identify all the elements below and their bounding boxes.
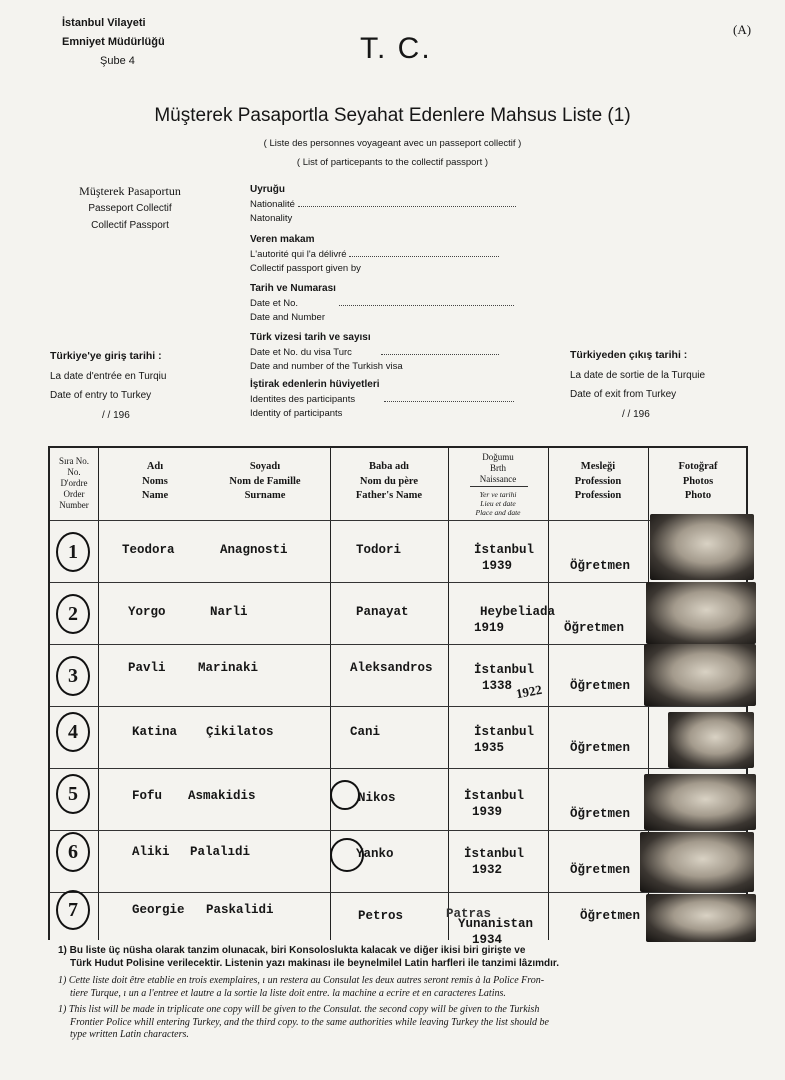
cell-father: Cani (350, 725, 381, 739)
entry-label-tr: Türkiye'ye giriş tarihi : (50, 350, 162, 362)
row-number-circle: 6 (56, 832, 90, 872)
footnote-text: tiere Turque, ı un a l'entree et lautre a la sortie la liste doit entre. la machine a ecrire et en caracteres Latins. (70, 987, 506, 999)
footnote-turkish (58, 945, 748, 970)
office-line-2: Emniyet Müdürlüğü (62, 36, 165, 48)
tc-heading: T. C. (360, 32, 432, 65)
office-line-3: Şube 4 (100, 55, 135, 67)
handwritten-year-note: 1922 (514, 681, 544, 702)
exit-label-tr: Türkiyeden çıkış tarihi : (570, 349, 688, 361)
fill-line (339, 305, 514, 306)
col-header-line: Profession (574, 475, 622, 487)
header-divider (50, 520, 746, 521)
cell-birth-place: İstanbul (474, 663, 535, 677)
cell-profession: Öğretmen (570, 863, 631, 877)
row-divider (50, 830, 746, 831)
footnote-text: Frontier Police whill entering Turkey, and the third copy. to the same authorities while leaving Turkey the list should be (70, 1016, 549, 1028)
cell-surname: Asmakidis (188, 789, 256, 803)
fill-line (349, 256, 499, 257)
col-header-photo (648, 460, 748, 504)
cell-birth-place: Heybeliada (480, 605, 556, 619)
exit-label-en: Date of exit from Turkey (570, 389, 677, 400)
cell-birth-year: 1338 (482, 679, 513, 693)
col-header-line: D'ordre (60, 478, 88, 488)
cell-birth-year: 1934 (472, 933, 503, 947)
field-turkish-visa (250, 331, 499, 375)
field-label-en: Collectif passport given by (250, 263, 361, 274)
footnote-line (58, 988, 748, 1001)
participant-photo (640, 832, 754, 892)
col-header-line: Yer ve tarihi (479, 490, 517, 499)
cell-name: Teodora (122, 543, 175, 557)
form-subtitle-french: ( Liste des personnes voyageant avec un passeport collectif ) (263, 138, 522, 149)
footnote-line (58, 1029, 748, 1042)
col-header-line: Lieu et date (480, 499, 516, 508)
field-label-en: Natonality (250, 213, 293, 224)
col-header-line: Place and date (475, 508, 521, 517)
col-header-birth-sub (448, 490, 548, 517)
column-divider (448, 448, 449, 940)
cell-surname: Marinaki (198, 661, 259, 675)
field-date-number (250, 282, 514, 326)
cell-father: Yanko (356, 847, 394, 861)
col-header-line: Adı (146, 461, 164, 472)
field-label-fr: Nationalité (250, 198, 295, 210)
cell-birth-place-overtyped: Patras (446, 907, 492, 921)
passport-label-tr: Müşterek Pasaportun (79, 184, 181, 198)
col-header-birth (448, 452, 548, 485)
cell-father: Nikos (358, 791, 396, 805)
cell-father: Petros (358, 909, 404, 923)
field-label-fr: Date et No. du visa Turc (250, 346, 352, 358)
field-label-fr: Date et No. (250, 297, 299, 309)
field-label-fr: L'autorité qui l'a délivré (250, 248, 347, 260)
cell-profession: Öğretmen (570, 559, 631, 573)
cell-birth-place: İstanbul (464, 789, 525, 803)
field-label-tr: Tarih ve Numarası (250, 283, 336, 294)
participant-photo (646, 894, 756, 942)
row-number-circle: 7 (56, 890, 90, 930)
cell-father: Aleksandros (350, 661, 433, 675)
annex-mark: (A) (733, 22, 752, 37)
cell-surname: Çikilatos (206, 725, 274, 739)
participant-photo (668, 712, 754, 768)
col-header-line: No. (67, 467, 81, 477)
col-header-line: Sıra No. (59, 456, 89, 466)
cell-birth-year: 1939 (482, 559, 513, 573)
cell-father: Todori (356, 543, 402, 557)
col-header-line: Name (141, 490, 169, 501)
exit-date-block (570, 346, 705, 424)
footnote-french (58, 975, 748, 1000)
participant-photo (644, 774, 756, 830)
col-header-line: Order (63, 489, 85, 499)
footnote-text: 1) Cette liste doit être etablie en trois exemplaires, ı un restera au Consulat les deux autres seront remis à la Police Fron- (58, 975, 545, 986)
form-title: Müşterek Pasaportla Seyahat Edenlere Mahsus Liste (1) (154, 105, 631, 126)
field-label-tr: Türk vizesi tarih ve sayısı (250, 332, 371, 343)
cell-birth-place: İstanbul (464, 847, 525, 861)
footnote-line: 1) Bu liste üç nüsha olarak tanzim olunacak, biri Konsoloslukta kalacak ve diğer ikisi biri girişte ve (58, 945, 526, 956)
cell-birth-place: İstanbul (474, 543, 535, 557)
entry-label-en: Date of entry to Turkey (50, 390, 152, 401)
cell-birth-year: 1932 (472, 863, 503, 877)
entry-label-fr: La date d'entrée en Turqiu (50, 370, 167, 382)
footnote-line (58, 1004, 748, 1017)
cell-surname: Paskalidi (206, 903, 274, 917)
col-header-line: Nom du père (359, 475, 419, 487)
col-header-line: Soyadı (249, 461, 281, 472)
fill-line (384, 401, 514, 402)
field-participant-identities (250, 378, 514, 422)
exit-date: / / 196 (622, 408, 650, 420)
col-header-line: Photo (684, 490, 712, 501)
footnote-text: 1) This list will be made in triplicate one copy will be given to the Consulat. the second copy will be given to the Turkish (58, 1004, 540, 1015)
fill-line (381, 354, 499, 355)
checkmark-circle (330, 780, 360, 810)
col-header-line: Fotoğraf (678, 461, 718, 472)
col-header-number (50, 456, 98, 511)
form-subtitle-english: ( List of particepants to the collectif passport ) (296, 157, 489, 168)
cell-profession: Öğretmen (564, 621, 625, 635)
passport-label-en: Collectif Passport (91, 220, 169, 231)
col-header-name (110, 460, 200, 504)
cell-father: Panayat (356, 605, 409, 619)
participant-photo (646, 582, 756, 644)
field-label-tr: İştirak edenlerin hüviyetleri (250, 379, 380, 390)
field-label-tr: Veren makam (250, 234, 315, 245)
entry-date-block (50, 347, 166, 425)
column-divider (548, 448, 549, 940)
cell-profession: Öğretmen (580, 909, 641, 923)
col-header-line: Baba adı (369, 461, 409, 472)
field-label-en: Date and number of the Turkish visa (250, 361, 403, 372)
cell-name: Yorgo (128, 605, 166, 619)
fill-line (298, 206, 516, 207)
cell-surname: Anagnosti (220, 543, 288, 557)
row-divider (50, 582, 746, 583)
cell-name: Fofu (132, 789, 163, 803)
cell-surname: Palalıdi (190, 845, 251, 859)
col-header-line: Surname (244, 490, 286, 501)
cell-name: Georgie (132, 903, 185, 917)
col-header-line: Brth (489, 463, 506, 473)
footnote-line: Türk Hudut Polisine verilecektir. Listenin yazı makinası ile beynelmilel Latin harfleri ile tanzimi lâzımdır. (70, 957, 560, 969)
col-header-line: Noms (142, 475, 168, 487)
row-number-circle: 4 (56, 712, 90, 752)
row-number-circle: 2 (56, 594, 90, 634)
col-header-line: Father's Name (355, 490, 423, 501)
cell-name: Pavli (128, 661, 166, 675)
cell-profession: Öğretmen (570, 741, 631, 755)
row-divider (50, 892, 746, 893)
footnote-english (58, 1004, 748, 1042)
field-label-en: Date and Number (250, 312, 325, 323)
field-label-tr: Uyruğu (250, 184, 285, 195)
issuing-office (62, 14, 165, 71)
row-number-circle: 1 (56, 532, 90, 572)
collective-passport-label (40, 183, 220, 234)
passport-label-fr: Passeport Collectif (88, 203, 172, 214)
participants-table (48, 446, 748, 947)
footnote-line (58, 1017, 748, 1030)
field-label-en: Identity of participants (250, 408, 343, 419)
column-divider (330, 448, 331, 940)
birth-header-rule (470, 486, 528, 487)
col-header-line: Mesleği (580, 461, 616, 472)
cell-name: Aliki (132, 845, 170, 859)
cell-birth-year: 1935 (474, 741, 505, 755)
office-line-1: İstanbul Vilayeti (62, 17, 146, 29)
field-label-fr: Identites des participants (250, 393, 356, 405)
col-header-surname (200, 460, 330, 504)
row-divider (50, 644, 746, 645)
participant-photo (644, 644, 756, 706)
field-nationality (250, 183, 516, 227)
col-header-line: Photos (682, 475, 714, 487)
row-divider (50, 706, 746, 707)
cell-birth-year: 1939 (472, 805, 503, 819)
footnote-line (58, 975, 748, 988)
col-header-father (330, 460, 448, 504)
col-header-profession (548, 460, 648, 504)
exit-label-fr: La date de sortie de la Turquie (570, 369, 706, 381)
cell-name: Katina (132, 725, 178, 739)
cell-profession: Öğretmen (570, 679, 631, 693)
col-header-line: Nom de Famille (229, 475, 301, 487)
field-issuing-authority (250, 233, 499, 277)
cell-birth-year: 1919 (474, 621, 505, 635)
footnote-text: type written Latin characters. (70, 1029, 189, 1040)
row-number-circle: 3 (56, 656, 90, 696)
cell-surname: Narli (210, 605, 248, 619)
row-number-circle: 5 (56, 774, 90, 814)
cell-profession: Öğretmen (570, 807, 631, 821)
entry-date: / / 196 (102, 409, 130, 421)
col-header-line: Profession (574, 490, 622, 501)
column-divider (98, 448, 99, 940)
col-header-line: Number (59, 500, 89, 510)
row-divider (50, 768, 746, 769)
cell-birth-place: Yunanistan (458, 917, 534, 931)
col-header-line: Doğumu (482, 452, 514, 462)
col-header-line: Naissance (479, 474, 517, 484)
participant-photo (650, 514, 754, 580)
cell-birth-place: İstanbul (474, 725, 535, 739)
